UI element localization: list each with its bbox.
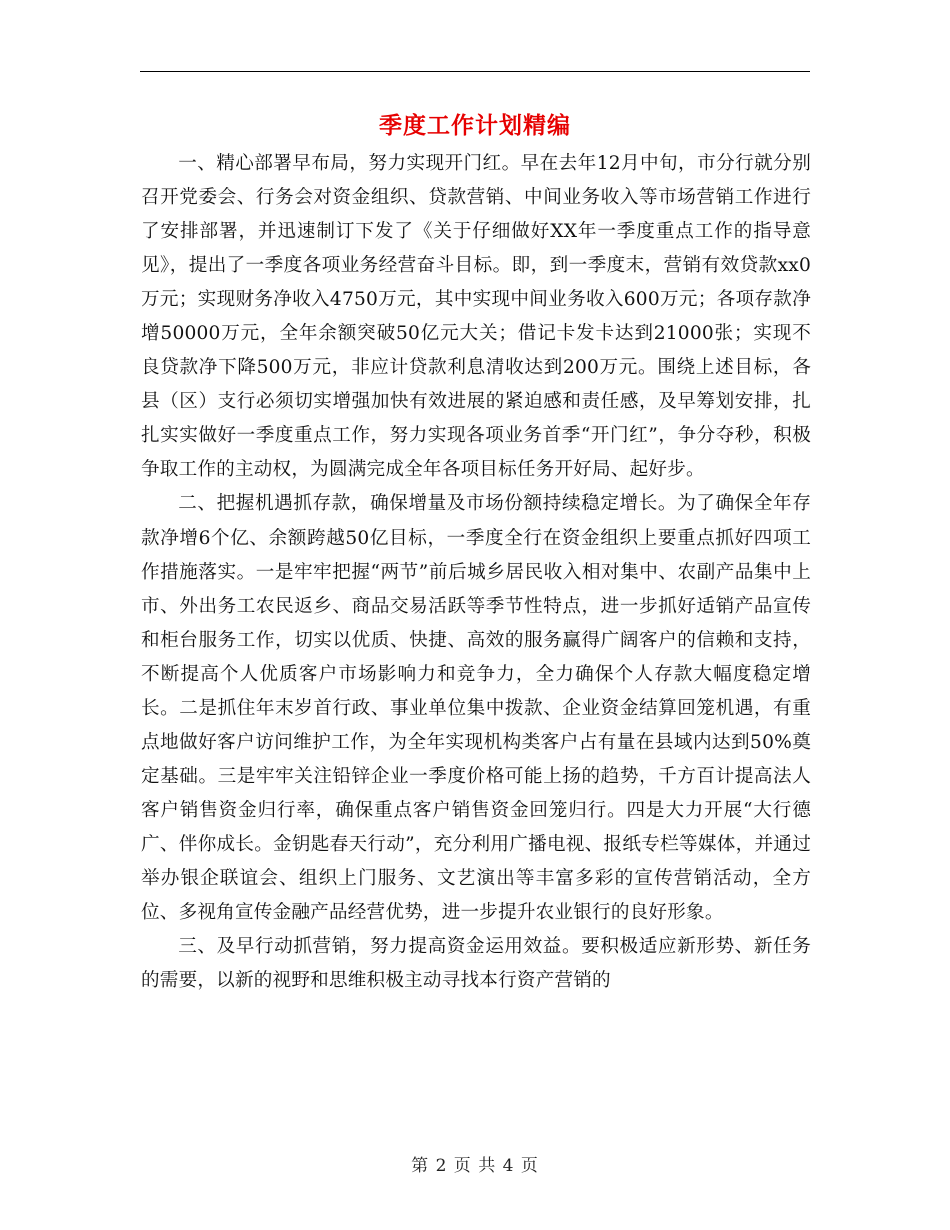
paragraph-2: 二、把握机遇抓存款，确保增量及市场份额持续稳定增长。为了确保全年存款净增6个亿、余额跨越50亿目标，一季度全行在资金组织上要重点抓好四项工作措施落实。一是牢牢把握“两节”前后城乡居民收入相对集中、农副产品集中上市、外出务工农民返乡、商品交易活跃等季节性特点，进一步抓好适销产品宣传和柜台服务工作，切实以优质、快捷、高效的服务赢得广阔客户的信赖和支持，不断提高个人优质客户市场影响力和竞争力，全力确保个人存款大幅度稳定增长。二是抓住年末岁首行政、事业单位集中拨款、企业资金结算回笼机遇，有重点地做好客户访问维护工作，为全年实现机构类客户占有量在县域内达到50%奠定基础。三是牢牢关注铅锌企业一季度价格可能上扬的趋势，千方百计提高法人客户销售资金归行率，确保重点客户销售资金回笼归行。四是大力开展“大行德广、伴你成长。金钥匙春天行动”，充分利用广播电视、报纸专栏等媒体，并通过举办银企联谊会、组织上门服务、文艺演出等丰富多彩的宣传营销活动，全方位、多视角宣传金融产品经营优势，进一步提升农业银行的良好形象。 [141,493,811,924]
paragraph-3: 三、及早行动抓营销，努力提高资金运用效益。要积极适应新形势、新任务的需要，以新的视野和思维积极主动寻找本行资产营销的 [141,936,811,992]
document-title: 季度工作计划精编 [379,112,571,139]
paragraph-1: 一、精心部署早布局，努力实现开门红。早在去年12月中旬，市分行就分别召开党委会、行务会对资金组织、贷款营销、中间业务收入等市场营销工作进行了安排部署，并迅速制订下发了《关于仔细做好XX年一季度重点工作的指导意见》，提出了一季度各项业务经营奋斗目标。即，到一季度末，营销有效贷款xx0万元；实现财务净收入4750万元，其中实现中间业务收入600万元；各项存款净增50000万元，全年余额突破50亿元大关；借记卡发卡达到21000张；实现不良贷款净下降500万元，非应计贷款利息清收达到200万元。围绕上述目标，各县（区）支行必须切实增强加快有效进展的紧迫感和责任感，及早筹划安排，扎扎实实做好一季度重点工作，努力实现各项业务首季“开门红”，争分夺秒，积极争取工作的主动权，为圆满完成全年各项目标任务开好局、起好步。 [141,153,811,481]
page-number: 第 2 页 共 4 页 [411,1156,539,1176]
header-rule [140,71,810,72]
document-body [141,147,811,998]
